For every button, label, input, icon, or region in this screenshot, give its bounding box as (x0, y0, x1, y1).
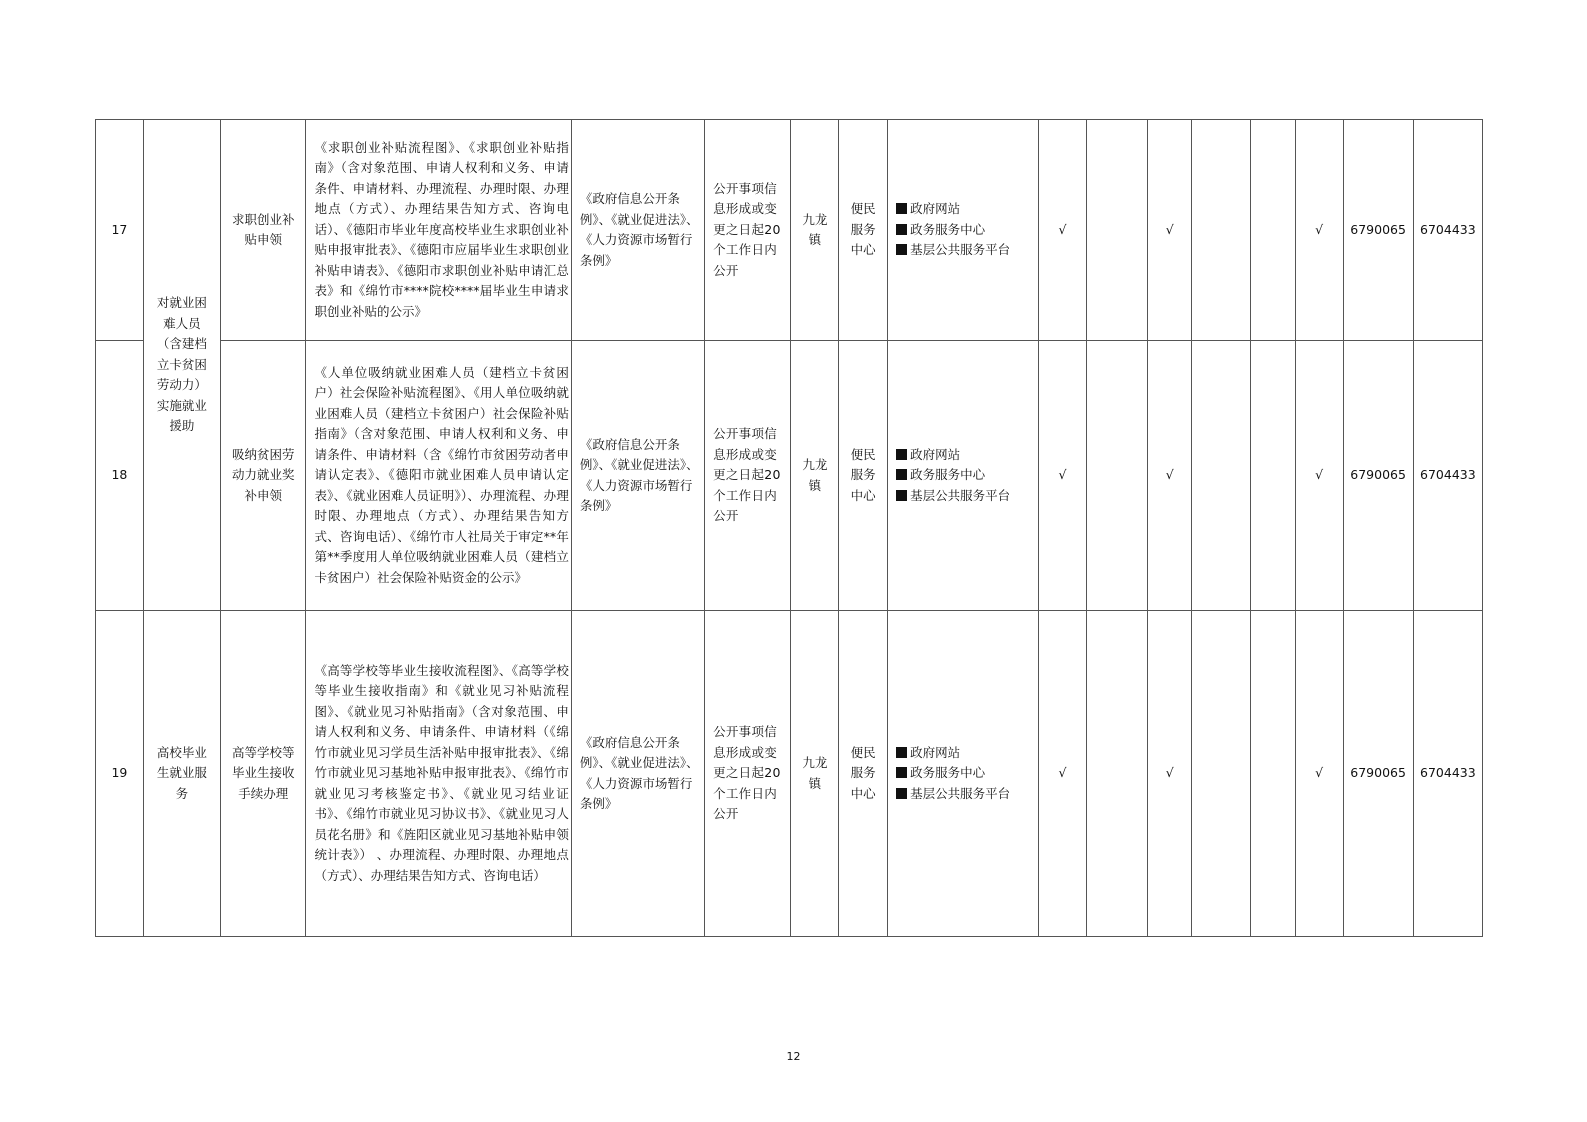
check-mark: √ (1038, 611, 1087, 937)
square-bullet-icon (896, 747, 907, 758)
disclosure-table (95, 119, 1483, 937)
empty-cell (1192, 120, 1251, 341)
row-number: 17 (96, 120, 144, 341)
check-mark: √ (1038, 341, 1087, 611)
check-mark: √ (1295, 120, 1343, 341)
disclosure-basis: 《政府信息公开条例》、《就业促进法》、《人力资源市场暂行条例》 (571, 120, 704, 341)
subitem-name: 吸纳贫困劳动力就业奖补申领 (221, 341, 306, 611)
disclosure-subject: 九龙镇 (791, 611, 839, 937)
row-number: 19 (96, 611, 144, 937)
check-mark: √ (1038, 120, 1087, 341)
table-row (96, 120, 1483, 341)
channel-item: 政务服务中心 (896, 220, 1031, 241)
channel-item: 基层公共服务平台 (896, 784, 1031, 805)
disclosure-subject: 九龙镇 (791, 120, 839, 341)
channel-item: 基层公共服务平台 (896, 240, 1031, 261)
square-bullet-icon (896, 244, 907, 255)
square-bullet-icon (896, 788, 907, 799)
phone-number: 6704433 (1413, 341, 1482, 611)
check-mark: √ (1148, 341, 1192, 611)
disclosure-object: 便民服务中心 (839, 611, 888, 937)
check-mark: √ (1148, 120, 1192, 341)
channel-item: 政务服务中心 (896, 465, 1031, 486)
disclosure-channels (888, 611, 1038, 937)
empty-cell (1087, 611, 1148, 937)
empty-cell (1251, 611, 1296, 937)
disclosure-basis: 《政府信息公开条例》、《就业促进法》、《人力资源市场暂行条例》 (571, 341, 704, 611)
phone-number: 6704433 (1413, 611, 1482, 937)
empty-cell (1251, 120, 1296, 341)
square-bullet-icon (896, 224, 907, 235)
channel-item: 政府网站 (896, 743, 1031, 764)
subitem-name: 求职创业补贴申领 (221, 120, 306, 341)
disclosure-content: 《人单位吸纳就业困难人员（建档立卡贫困户）社会保险补贴流程图》、《用人单位吸纳就业困难人员（建档立卡贫困户）社会保险补贴指南》（含对象范围、申请人权利和义务、申请条件、申请材料（含《绵竹市贫困劳动者申请认定表》、《德阳市就业困难人员申请认定表》、《就业困难人员证明》）、办理流程、办理时限、办理地点（方式）、办理结果告知方式、咨询电话）、《绵竹市人社局关于审定**年第**季度用人单位吸纳就业困难人员（建档立卡贫困户）社会保险补贴资金的公示》 (306, 341, 571, 611)
empty-cell (1192, 611, 1251, 937)
channel-item: 政务服务中心 (896, 763, 1031, 784)
channel-item: 政府网站 (896, 445, 1031, 466)
empty-cell (1087, 341, 1148, 611)
square-bullet-icon (896, 767, 907, 778)
square-bullet-icon (896, 490, 907, 501)
item-name: 高校毕业生就业服务 (143, 611, 220, 937)
disclosure-object: 便民服务中心 (839, 120, 888, 341)
phone-number: 6790065 (1343, 341, 1413, 611)
page-number: 12 (786, 1050, 801, 1063)
channel-item: 政府网站 (896, 199, 1031, 220)
disclosure-subject: 九龙镇 (791, 341, 839, 611)
phone-number: 6790065 (1343, 120, 1413, 341)
disclosure-timeline: 公开事项信息形成或变更之日起20个工作日内公开 (705, 611, 791, 937)
disclosure-content: 《高等学校等毕业生接收流程图》、《高等学校等毕业生接收指南》和《就业见习补贴流程图》、《就业见习补贴指南》（含对象范围、申请人权利和义务、申请条件、申请材料（《绵竹市就业见习学员生活补贴申报审批表》、《绵竹市就业见习基地补贴申报审批表》、《绵竹市就业见习考核鉴定书》、《就业见习结业证书》、《绵竹市就业见习协议书》、《就业见习人员花名册》和《旌阳区就业见习基地补贴申领统计表》） 、办理流程、办理时限、办理地点（方式）、办理结果告知方式、咨询电话） (306, 611, 571, 937)
check-mark: √ (1295, 341, 1343, 611)
square-bullet-icon (896, 449, 907, 460)
table-row (96, 341, 1483, 611)
subitem-name: 高等学校等毕业生接收手续办理 (221, 611, 306, 937)
row-number: 18 (96, 341, 144, 611)
disclosure-timeline: 公开事项信息形成或变更之日起20个工作日内公开 (705, 341, 791, 611)
channel-item: 基层公共服务平台 (896, 486, 1031, 507)
empty-cell (1192, 341, 1251, 611)
disclosure-basis: 《政府信息公开条例》、《就业促进法》、《人力资源市场暂行条例》 (571, 611, 704, 937)
disclosure-channels (888, 341, 1038, 611)
empty-cell (1087, 120, 1148, 341)
disclosure-timeline: 公开事项信息形成或变更之日起20个工作日内公开 (705, 120, 791, 341)
square-bullet-icon (896, 203, 907, 214)
square-bullet-icon (896, 469, 907, 480)
disclosure-content: 《求职创业补贴流程图》、《求职创业补贴指南》（含对象范围、申请人权利和义务、申请条件、申请材料、办理流程、办理时限、办理地点（方式）、办理结果告知方式、咨询电话）、《德阳市毕业年度高校毕业生求职创业补贴申报审批表》、《德阳市应届毕业生求职创业补贴申请表》、《德阳市求职创业补贴申请汇总表》和《绵竹市****院校****届毕业生申请求职创业补贴的公示》 (306, 120, 571, 341)
phone-number: 6790065 (1343, 611, 1413, 937)
item-name: 对就业困难人员（含建档立卡贫困劳动力）实施就业援助 (143, 120, 220, 611)
phone-number: 6704433 (1413, 120, 1482, 341)
disclosure-object: 便民服务中心 (839, 341, 888, 611)
disclosure-channels (888, 120, 1038, 341)
check-mark: √ (1148, 611, 1192, 937)
empty-cell (1251, 341, 1296, 611)
check-mark: √ (1295, 611, 1343, 937)
table-row (96, 611, 1483, 937)
